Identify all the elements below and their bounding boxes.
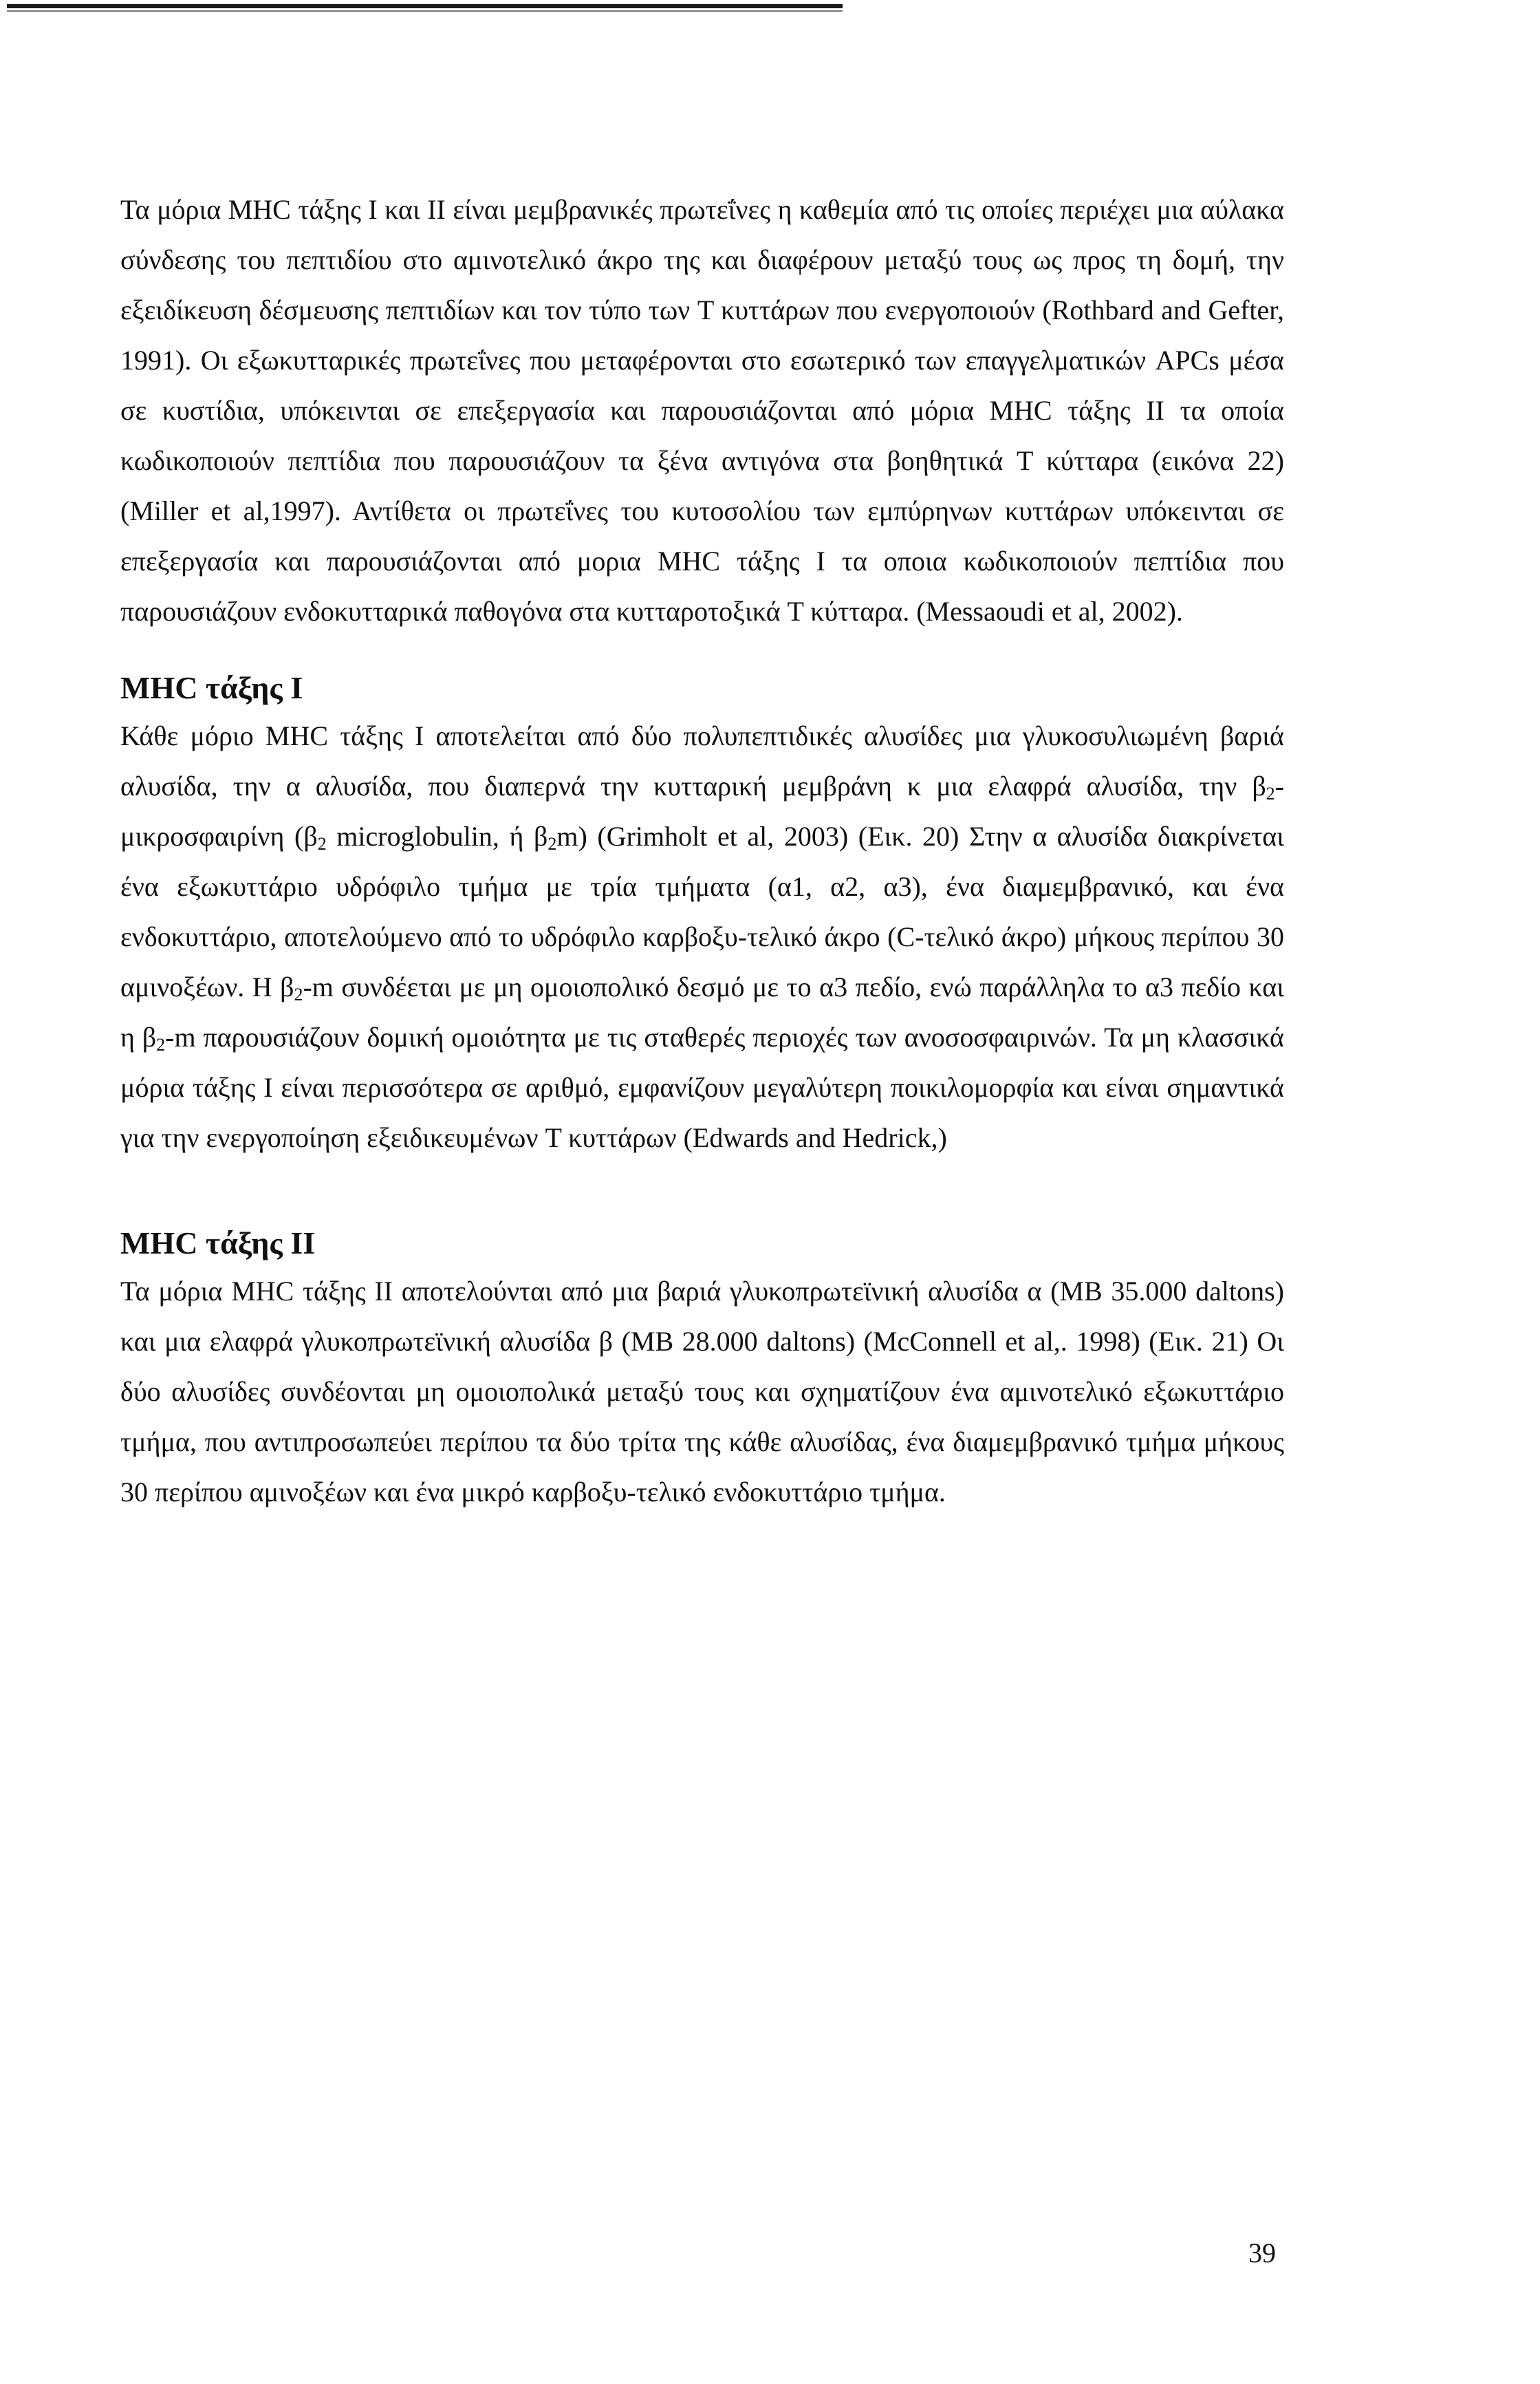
subscript: 2 xyxy=(156,1035,166,1055)
section-heading-mhc-class-2: MHC τάξης II xyxy=(120,1225,316,1260)
text-run: m) (Grimholt et al, 2003) (Εικ. 20) Στην α αλυσίδα διακρίνεται ένα εξωκυττάριο υδρόφιλο τμήμα με τρία τμήματα (α1, α2, α3), ένα διαμεμβρανικό, και ένα ενδοκυττάριο, αποτελούμενο από το υδρόφιλο καρβοξυ-τελικό άκρο (C-τελικό άκρο) μήκους περίπου 30 αμινοξέων. Η β xyxy=(120,821,1284,1002)
subscript: 2 xyxy=(317,834,327,854)
mhc-class-2-paragraph: Τα μόρια MHC τάξης II αποτελούνται από μια βαριά γλυκοπρωτεϊνική αλυσίδα α (MB 35.000 daltons) και μια ελαφρά γλυκοπρωτεϊνική αλυσίδα β (MB 28.000 daltons) (McConnell et al,. 1998) (Εικ. 21) Οι δύο αλυσίδες συνδέονται μη ομοιοπολικά μεταξύ τους και σχηματίζουν ένα αμινοτελικό εξωκυττάριο τμήμα, που αντιπροσωπεύει περίπου τα δύο τρίτα της κάθε αλυσίδας, ένα διαμεμβρανικό τμήμα μήκους 30 περίπου αμινοξέων και ένα μικρό καρβοξυ-τελικό ενδοκυττάριο τμήμα. xyxy=(120,1276,1284,1507)
text-run: Κάθε μόριο MHC τάξης I αποτελείται από δύο πολυπεπτιδικές αλυσίδες μια γλυκοσυλιωμένη βαριά αλυσίδα, την α αλυσίδα, που διαπερνά την κυτταρική μεμβράνη κ μια ελαφρά αλυσίδα, την β xyxy=(120,720,1284,802)
section-heading-mhc-class-1: MHC τάξης I xyxy=(120,670,303,705)
subscript: 2 xyxy=(1266,784,1275,804)
text-run: microglobulin, ή β xyxy=(326,821,548,852)
text-run: -m παρουσιάζουν δομική ομοιότητα με τις σταθερές περιοχές των ανοσοσφαιρινών. Τα μη κλασσικά μόρια τάξης I είναι περισσότερα σε αριθμό, εμφανίζουν μεγαλύτερη ποικιλομορφία και είναι σημαντικά για την ενεργοποίηση εξειδικευμένων T κυττάρων (Edwards and Hedrick,) xyxy=(120,1022,1284,1153)
document-page xyxy=(120,184,1284,1517)
text-run: -μικροσφαιρίνη (β xyxy=(120,771,1284,852)
top-border-rule xyxy=(7,4,843,8)
subscript: 2 xyxy=(547,834,557,854)
text-run: -m συνδέεται με μη ομοιοπολικό δεσμό με το α3 πεδίο, ενώ παράλληλα το α3 πεδίο και η β xyxy=(120,971,1285,1053)
intro-paragraph: Τα μόρια MHC τάξης I και II είναι μεμβρανικές πρωτεΐνες η καθεμία από τις οποίες περιέχει μια αύλακα σύνδεσης του πεπτιδίου στο αμινοτελικό άκρο της και διαφέρουν μεταξύ τους ως προς τη δομή, την εξειδίκευση δέσμευσης πεπτιδίων και τον τύπο των T κυττάρων που ενεργοποιούν (Rothbard and Gefter, 1991). Οι εξωκυτταρικές πρωτεΐνες που μεταφέρονται στο εσωτερικό των επαγγελματικών APCs μέσα σε κυστίδια, υπόκεινται σε επεξεργασία και παρουσιάζονται από μόρια MHC τάξης II τα οποία κωδικοποιούν πεπτίδια που παρουσιάζουν τα ξένα αντιγόνα στα βοηθητικά T κύτταρα (εικόνα 22) (Miller et al,1997). Αντίθετα οι πρωτεΐνες του κυτοσολίου των εμπύρηνων κυττάρων υπόκεινται σε επεξεργασία και παρουσιάζονται από μορια MHC τάξης I τα οποια κωδικοποιούν πεπτίδια που παρουσιάζουν ενδοκυτταρικά παθογόνα στα κυτταροτοξικά T κύτταρα. (Messaoudi et al, 2002). xyxy=(120,194,1284,627)
page-number: 39 xyxy=(1248,2237,1276,2268)
mhc-class-1-paragraph xyxy=(120,711,1284,1163)
subscript: 2 xyxy=(294,985,303,1005)
